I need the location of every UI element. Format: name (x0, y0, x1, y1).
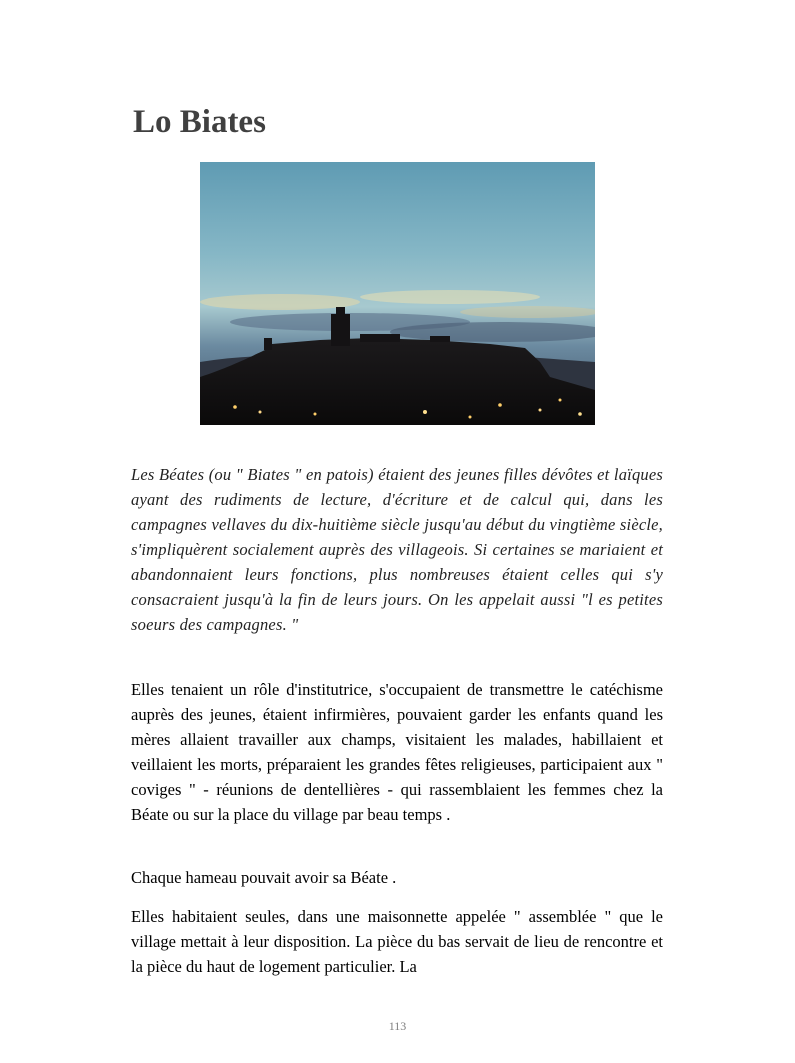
intro-paragraph: Les Béates (ou " Biates " en patois) étaient des jeunes filles dévôtes et laïques ayant des rudiments de lecture, d'écriture et de calcul qui, dans les campagnes vellaves du dix-huitième siècle jusqu'au début du vingtième siècle, s'impliquèrent socialement auprès des villageois. Si certaines se mariaient et abandonnaient leurs fonctions, plus nombreuses étaient celles qui s'y consacraient jusqu'à la fin de leurs jours. On les appelait aussi "l es petites soeurs des campagnes. " (131, 465, 663, 634)
page-title: Lo Biates (133, 104, 266, 140)
tower (331, 314, 350, 346)
body-paragraph-roles: Elles tenaient un rôle d'institutrice, s'occupaient de transmettre le catéchisme auprès des jeunes, étaient infirmières, pouvaient garder les enfants quand les mères allaient travailler aux champs, visitaient les malades, habillaient et veillaient les morts, préparaient les grandes fêtes religieuses, participaient aux " coviges " - réunions de dentellières - qui rassemblaient les femmes chez la Béate ou sur la place du village par beau temps . (131, 680, 663, 824)
body-paragraph-hamlet: Chaque hameau pouvait avoir sa Béate . (131, 868, 397, 887)
castle-photo (200, 162, 595, 425)
body-paragraph-housing: Elles habitaient seules, dans une maisonnette appelée " assemblée " que le village mettait à leur disposition. La pièce du bas servait de lieu de rencontre et la pièce du haut de logement particulier. La (131, 907, 663, 976)
page-number: 113 (388, 1019, 407, 1033)
